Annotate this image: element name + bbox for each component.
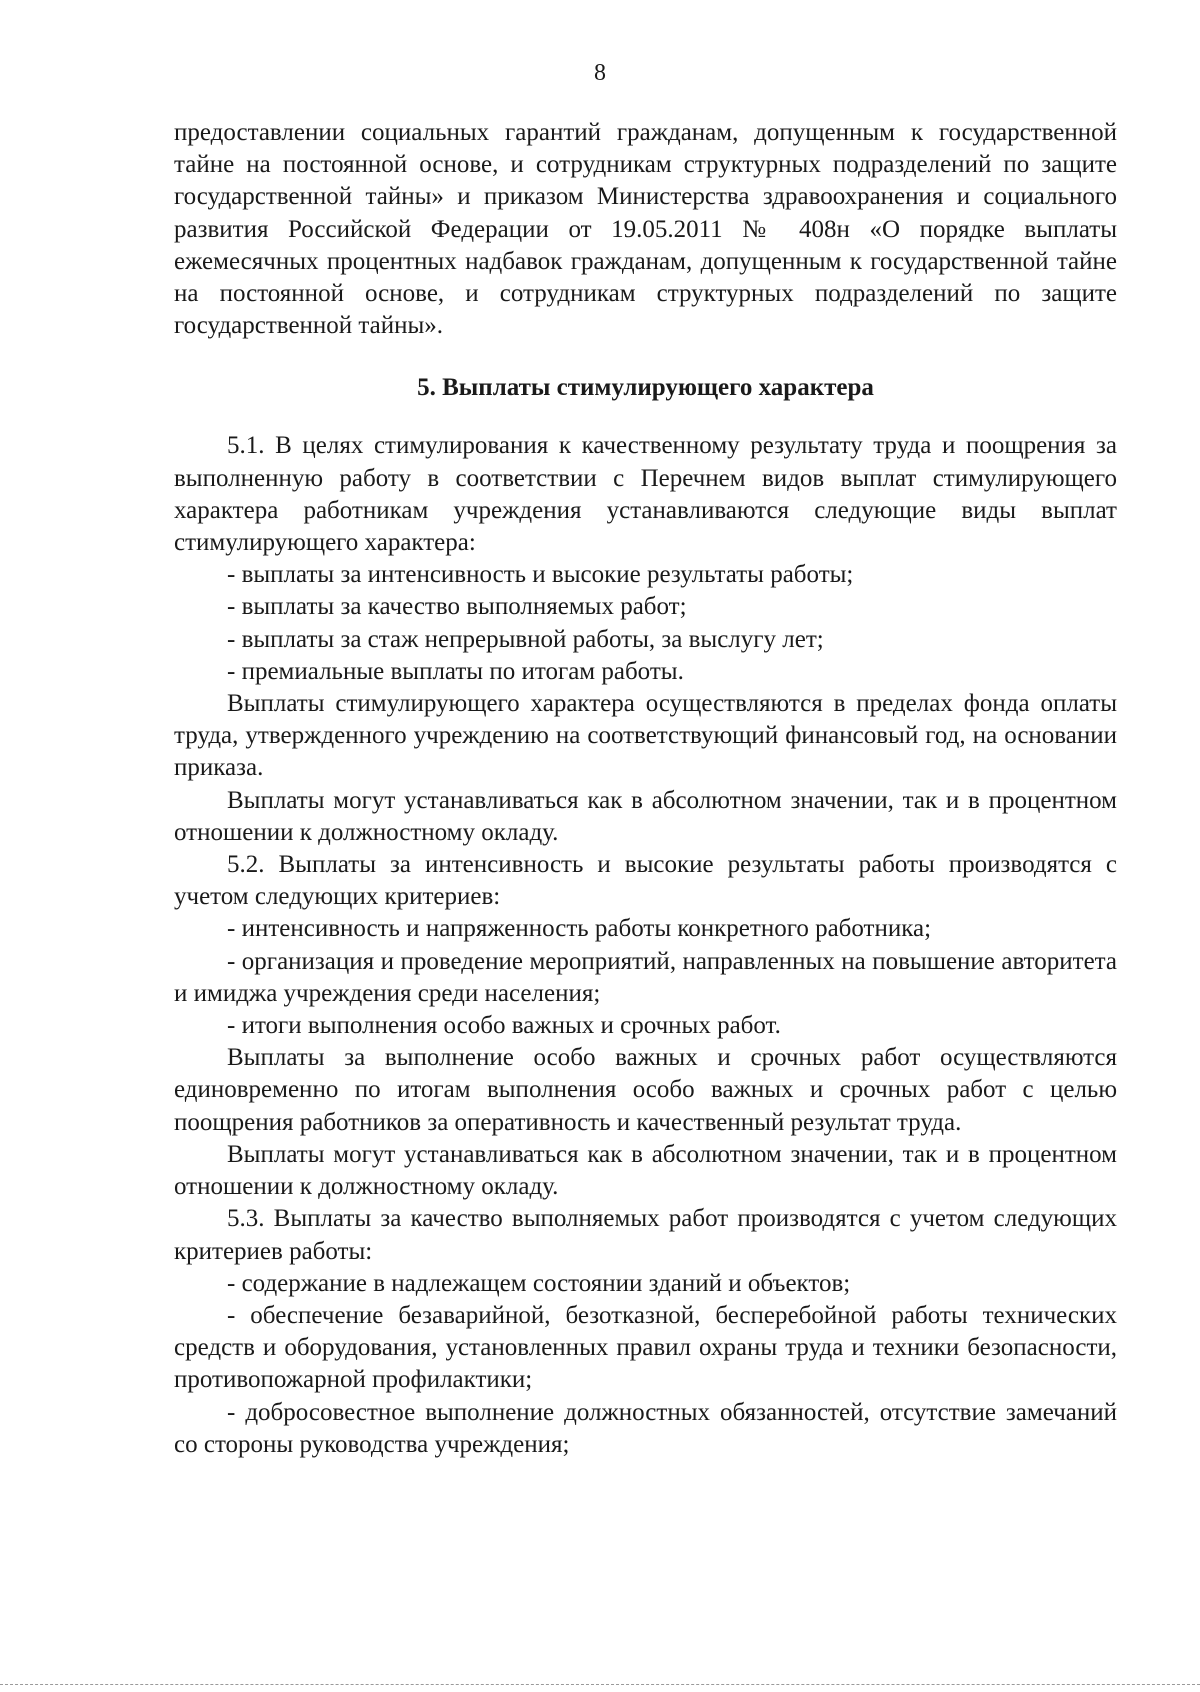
list-item: - выплаты за интенсивность и высокие результаты работы; [227,561,854,589]
list-item: - премиальные выплаты по итогам работы. [227,657,684,685]
list-item: - выплаты за стаж непрерывной работы, за выслугу лет; [227,625,824,653]
paragraph-5-1: 5.1. В целях стимулирования к качественному результату труда и поощрения за выполненную работу в соответствии с Перечнем видов выплат стимулирующего характера работникам учреждения устанавливаются следующие виды выплат стимулирующего характера: [174,432,1117,557]
section-heading: 5. Выплаты стимулирующего характера [417,374,874,402]
document-body [174,117,1117,1461]
paragraph: Выплаты могут устанавливаться как в абсолютном значении, так и в процентном отношении к должностному окладу. [174,786,1117,846]
page-number: 8 [594,60,606,86]
intro-paragraph: предоставлении социальных гарантий гражданам, допущенным к государственной тайне на постоянной основе, и сотрудникам структурных подразделений по защите государственной тайны» и приказом Министерства здравоохранения и социального развития Российской Федерации от 19.05.2011 № 408н «О порядке выплаты ежемесячных процентных надбавок гражданам, допущенным к государственной тайне на постоянной основе, и сотрудникам структурных подразделений по защите государственной тайны». [174,119,1117,340]
paragraph: Выплаты за выполнение особо важных и срочных работ осуществляются единовременно по итогам выполнения особо важных и срочных работ с целью поощрения работников за оперативность и качественный результат труда. [174,1044,1117,1136]
list-item: - добросовестное выполнение должностных обязанностей, отсутствие замечаний со стороны руководства учреждения; [174,1398,1117,1458]
paragraph-5-2: 5.2. Выплаты за интенсивность и высокие результаты работы производятся с учетом следующих критериев: [174,851,1117,911]
list-item: - интенсивность и напряженность работы конкретного работника; [227,915,932,943]
scan-edge-line [0,1684,1200,1685]
list-item: - содержание в надлежащем состоянии зданий и объектов; [227,1269,851,1297]
paragraph: Выплаты стимулирующего характера осуществляются в пределах фонда оплаты труда, утвержденного учреждению на соответствующий финансовый год, на основании приказа. [174,690,1117,782]
list-item: - выплаты за качество выполняемых работ; [227,593,687,621]
paragraph: Выплаты могут устанавливаться как в абсолютном значении, так и в процентном отношении к должностному окладу. [174,1140,1117,1201]
list-item: - обеспечение безаварийной, безотказной, бесперебойной работы технических средств и оборудования, установленных правил охраны труда и техники безопасности, противопожарной профилактики; [174,1301,1117,1394]
list-item: - итоги выполнения особо важных и срочных работ. [227,1012,781,1040]
list-item: - организация и проведение мероприятий, направленных на повышение авторитета и имиджа учреждения среди населения; [174,947,1117,1007]
paragraph-5-3: 5.3. Выплаты за качество выполняемых работ производятся с учетом следующих критериев работы: [174,1205,1117,1265]
